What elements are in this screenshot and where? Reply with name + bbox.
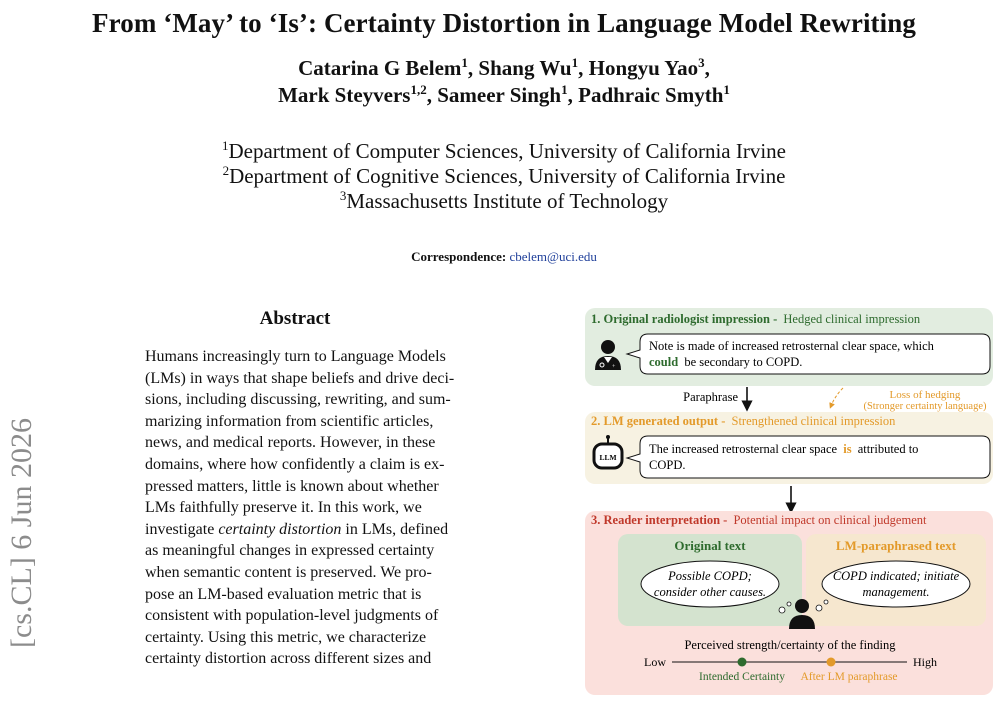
scale-low-label: Low: [644, 655, 666, 669]
abstract-line: news, and medical reports. However, in these: [145, 434, 436, 452]
affiliation-number: 3: [339, 188, 347, 203]
author-name: Mark Steyvers: [278, 83, 411, 107]
panel-1-title: 1. Original radiologist impression - Hedged clinical impression: [591, 312, 921, 326]
lm-thought-line-2: management.: [862, 585, 930, 599]
paraphrase-label: Paraphrase: [683, 390, 738, 404]
abstract-line: LMs faithfully preserve it. In this work, we: [145, 499, 422, 517]
abstract-line: [145, 519, 449, 541]
abstract-text: in LMs, defined: [345, 520, 449, 538]
lm-paraphrased-heading: LM-paraphrased text: [835, 538, 957, 553]
panel-2-text-line-2: COPD.: [649, 458, 686, 472]
abstract-line: when semantic content is preserved. We pro-: [145, 563, 432, 581]
arxiv-identifier: [2, 348, 38, 648]
affiliation-text: Department of Computer Sciences, University of California Irvine: [228, 139, 786, 163]
abstract-line: Humans increasingly turn to Language Models: [145, 348, 446, 365]
svg-text:+: +: [612, 364, 616, 370]
figure-1: [585, 308, 995, 700]
affiliation-number: 1: [221, 138, 229, 153]
panel-1-text-line-2: could be secondary to COPD.: [649, 355, 803, 369]
panel-original-impression: [585, 308, 993, 386]
author-name: Padhraic Smyth: [578, 83, 724, 107]
original-text-heading: Original text: [674, 538, 746, 553]
panel-2-text-line-1: The increased retrosternal clear space is attributed to: [649, 442, 919, 456]
paper-title: From ‘May’ to ‘Is’: Certainty Distortion in Language Model Rewriting: [92, 8, 916, 38]
abstract-line: certainty distortion across different sizes and: [145, 650, 432, 668]
intended-certainty-label: Intended Certainty: [699, 671, 785, 683]
scale-high-label: High: [913, 655, 937, 669]
loss-of-hedging-note: [831, 388, 987, 412]
after-paraphrase-label: After LM paraphrase: [800, 671, 898, 683]
affiliation-number: 2: [222, 163, 230, 178]
affiliation-2: [0, 163, 1008, 189]
author-affiliation-mark: 1: [571, 55, 579, 70]
author-affiliation-mark: 1: [723, 82, 730, 97]
panel-1-text-line-1: Note is made of increased retrosternal clear space, which: [649, 339, 934, 353]
loss-of-hedging-label: Loss of hedging: [889, 389, 961, 401]
correspondence: [0, 249, 1008, 265]
abstract-line: domains, where how confidently a claim is ex-: [145, 455, 445, 473]
author-name: Sameer Singh: [437, 83, 562, 107]
correspondence-label: Correspondence:: [411, 249, 507, 264]
abstract-line: (LMs) in ways that shape beliefs and drive deci-: [145, 369, 455, 387]
abstract-line: pose an LM-based evaluation metric that is: [145, 585, 422, 603]
abstract-line: certainty. Using this metric, we characterize: [145, 628, 427, 646]
abstract-text: investigate: [145, 520, 215, 538]
affiliation-1: [0, 138, 1008, 164]
abstract-line: marizing information from scientific articles,: [145, 412, 434, 430]
author-name: Shang Wu: [478, 56, 572, 80]
author-affiliation-mark: 1: [461, 55, 468, 70]
affiliation-3: [0, 188, 1008, 214]
after-paraphrase-marker: [827, 658, 836, 667]
abstract-heading: Abstract: [259, 308, 331, 329]
affiliation-text: Department of Cognitive Sciences, University of California Irvine: [229, 164, 786, 188]
scale-title: Perceived strength/certainty of the finding: [684, 638, 896, 652]
panel-3-title: 3. Reader interpretation - Potential impact on clinical judgement: [591, 513, 927, 527]
arxiv-stamp-text: [cs.CL] 6 Jun 2026: [5, 418, 38, 648]
svg-text:LLM: LLM: [599, 453, 617, 462]
abstract-line: sions, including discussing, rewriting, and sum-: [145, 391, 451, 409]
correspondence-email-link[interactable]: cbelem@uci.edu: [509, 249, 597, 264]
abstract-emphasis: certainty distortion: [218, 520, 342, 538]
lm-thought-bubble: [822, 561, 970, 607]
author-affiliation-mark: 3: [698, 55, 705, 70]
panel-lm-output: [585, 412, 993, 484]
original-thought-line-1: Possible COPD;: [668, 569, 752, 583]
abstract-line: as meaningful changes in expressed certainty: [145, 542, 435, 560]
original-thought-bubble: [641, 561, 779, 607]
abstract-line: consistent with population-level judgments of: [145, 607, 439, 625]
panel-2-title: 2. LM generated output - Strengthened clinical impression: [591, 414, 896, 428]
author-list-line-1: Catarina G Belem$^1$, Shang Wu$^1$, Hongyu Yao$^3$,: [298, 55, 710, 80]
loss-of-hedging-sublabel: (Stronger certainty language): [863, 401, 987, 412]
author-affiliation-mark: 1: [561, 82, 568, 97]
abstract-body: [145, 346, 455, 670]
lm-thought-line-1: COPD indicated; initiate: [832, 569, 960, 583]
affiliation-text: Massachusetts Institute of Technology: [346, 189, 669, 213]
paraphrase-arrow: [683, 387, 747, 406]
author-name: Hongyu Yao: [588, 56, 699, 80]
author-affiliation-mark: 1,2: [410, 82, 427, 97]
author-name: Catarina G Belem: [298, 56, 462, 80]
abstract-line: pressed matters, little is known about whether: [145, 477, 439, 495]
panel-reader-interpretation: [585, 511, 993, 695]
original-thought-line-2: consider other causes.: [653, 585, 767, 599]
author-list-line-2: Mark Steyvers$^{1,2}$, Sameer Singh$^1$, Padhraic Smyth$^1$: [278, 82, 730, 107]
intended-certainty-marker: [738, 658, 747, 667]
